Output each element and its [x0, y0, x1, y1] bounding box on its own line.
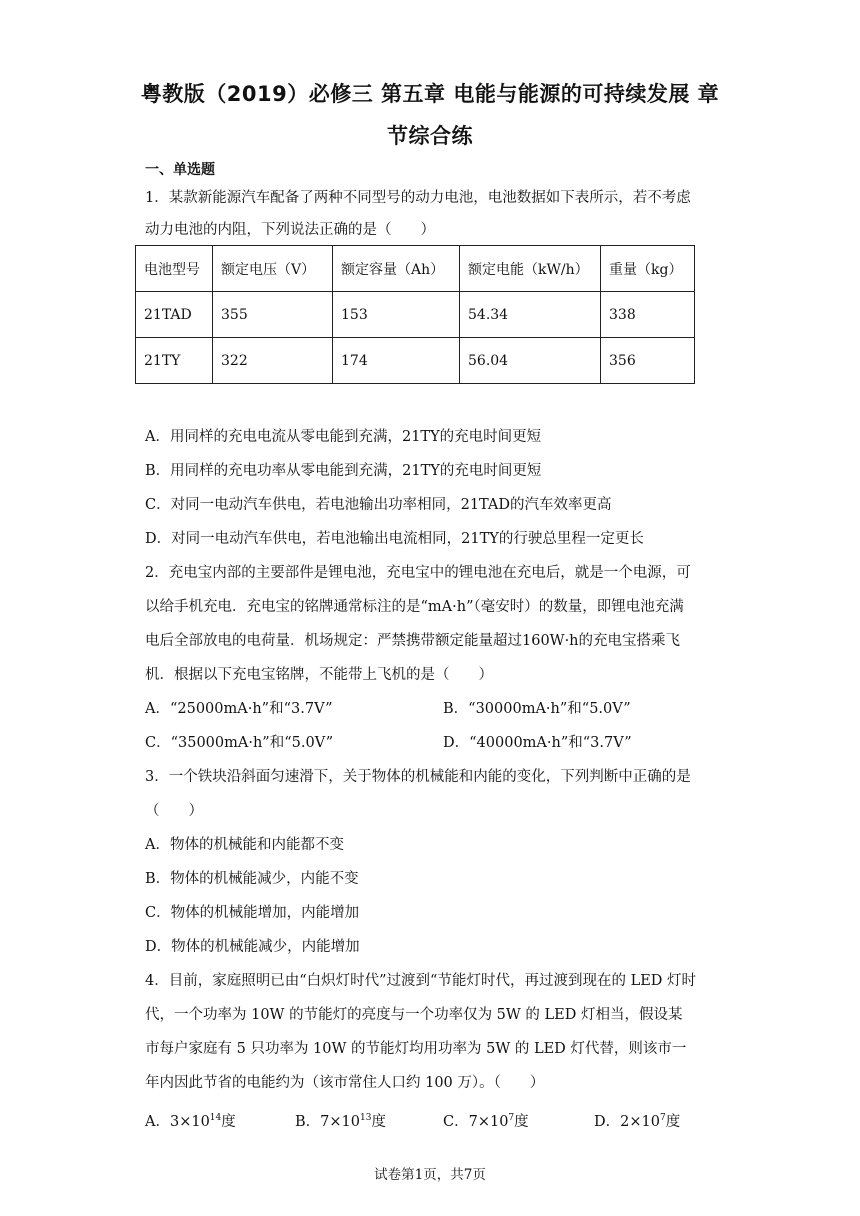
table-header-cell: 额定电压（V）: [213, 246, 333, 292]
q1-stem-line1: 1．某款新能源汽车配备了两种不同型号的动力电池，电池数据如下表所示，若不考虑: [145, 190, 691, 206]
q4-stem-line1: 4．目前，家庭照明已由“白炽灯时代”过渡到“节能灯时代，再过渡到现在的 LED 灯时: [145, 973, 697, 989]
table-row: [136, 338, 695, 384]
document-title-line2: 节综合练: [387, 124, 473, 148]
q4-stem-line3: 市每户家庭有 5 只功率为 10W 的节能灯均用功率为 5W 的 LED 灯代替，则该市一: [145, 1041, 687, 1057]
q4-option-c: C．$7\times 10^7$度: [443, 1113, 529, 1130]
q3-stem-line1: 3．一个铁块沿斜面匀速滑下，关于物体的机械能和内能的变化，下列判断中正确的是: [145, 769, 691, 785]
table-header-cell: 重量（kg）: [601, 246, 695, 292]
table-header-cell: 额定容量（Ah）: [333, 246, 460, 292]
q3-stem-line2: （ ）: [145, 803, 203, 819]
q4-option-d: D．$2\times 10^7$度: [594, 1113, 681, 1130]
q2-stem-line2: 以给手机充电．充电宝的铭牌通常标注的是“mA·h”（毫安时）的数量，即锂电池充满: [145, 599, 684, 615]
page-footer: 试卷第1页，共7页: [374, 1167, 486, 1183]
q1-option-b: B．用同样的充电功率从零电能到充满，21TY的充电时间更短: [145, 463, 542, 479]
table-cell: 153: [333, 292, 460, 338]
q4-option-b: B．$7\times 10^{13}$度: [295, 1113, 386, 1130]
q1-stem-line2: 动力电池的内阻，下列说法正确的是（ ）: [145, 222, 435, 238]
table-cell: 54.34: [460, 292, 601, 338]
battery-data-table: [135, 245, 695, 384]
document-title-line1: 粤教版（2019）必修三 第五章 电能与能源的可持续发展 章: [140, 82, 720, 106]
q1-option-c: C．对同一电动汽车供电，若电池输出功率相同，21TAD的汽车效率更高: [145, 497, 612, 513]
q2-stem-line3: 电后全部放电的电荷量．机场规定：严禁携带额定能量超过160W·h的充电宝搭乘飞: [145, 633, 681, 649]
q2-stem-line1: 2．充电宝内部的主要部件是锂电池，充电宝中的锂电池在充电后，就是一个电源，可: [145, 565, 691, 581]
q4-stem-line4: 年内因此节省的电能约为（该市常住人口约 100 万）。（ ）: [145, 1075, 545, 1091]
q2-option-b: B．“30000mA·h”和“5.0V”: [443, 701, 631, 717]
q3-option-d: D．物体的机械能减少，内能增加: [145, 939, 360, 955]
q1-option-a: A．用同样的充电电流从零电能到充满，21TY的充电时间更短: [145, 429, 542, 445]
section-heading: 一、单选题: [145, 162, 215, 178]
q2-option-a: A．“25000mA·h”和“3.7V”: [145, 701, 333, 717]
table-cell: 355: [213, 292, 333, 338]
table-cell: 21TY: [136, 338, 213, 384]
q2-option-c: C．“35000mA·h”和“5.0V”: [145, 735, 334, 751]
q3-option-c: C．物体的机械能增加，内能增加: [145, 905, 360, 921]
table-header-row: [136, 246, 695, 292]
table-cell: 356: [601, 338, 695, 384]
q2-option-d: D．“40000mA·h”和“3.7V”: [443, 735, 632, 751]
table-cell: 56.04: [460, 338, 601, 384]
q3-option-a: A．物体的机械能和内能都不变: [145, 837, 344, 853]
table-header-cell: 电池型号: [136, 246, 213, 292]
table-cell: 174: [333, 338, 460, 384]
q1-option-d: D．对同一电动汽车供电，若电池输出电流相同，21TY的行驶总里程一定更长: [145, 531, 644, 547]
q3-option-b: B．物体的机械能减少，内能不变: [145, 871, 359, 887]
table-cell: 21TAD: [136, 292, 213, 338]
table-cell: 322: [213, 338, 333, 384]
table-row: [136, 292, 695, 338]
table-header-cell: 额定电能（kW/h）: [460, 246, 601, 292]
q4-stem-line2: 代，一个功率为 10W 的节能灯的亮度与一个功率仅为 5W 的 LED 灯相当，假设某: [145, 1007, 683, 1023]
q2-stem-line4: 机．根据以下充电宝铭牌，不能带上飞机的是（ ）: [145, 667, 493, 683]
table-cell: 338: [601, 292, 695, 338]
q4-option-a: A．$3\times 10^{14}$度: [145, 1113, 236, 1130]
